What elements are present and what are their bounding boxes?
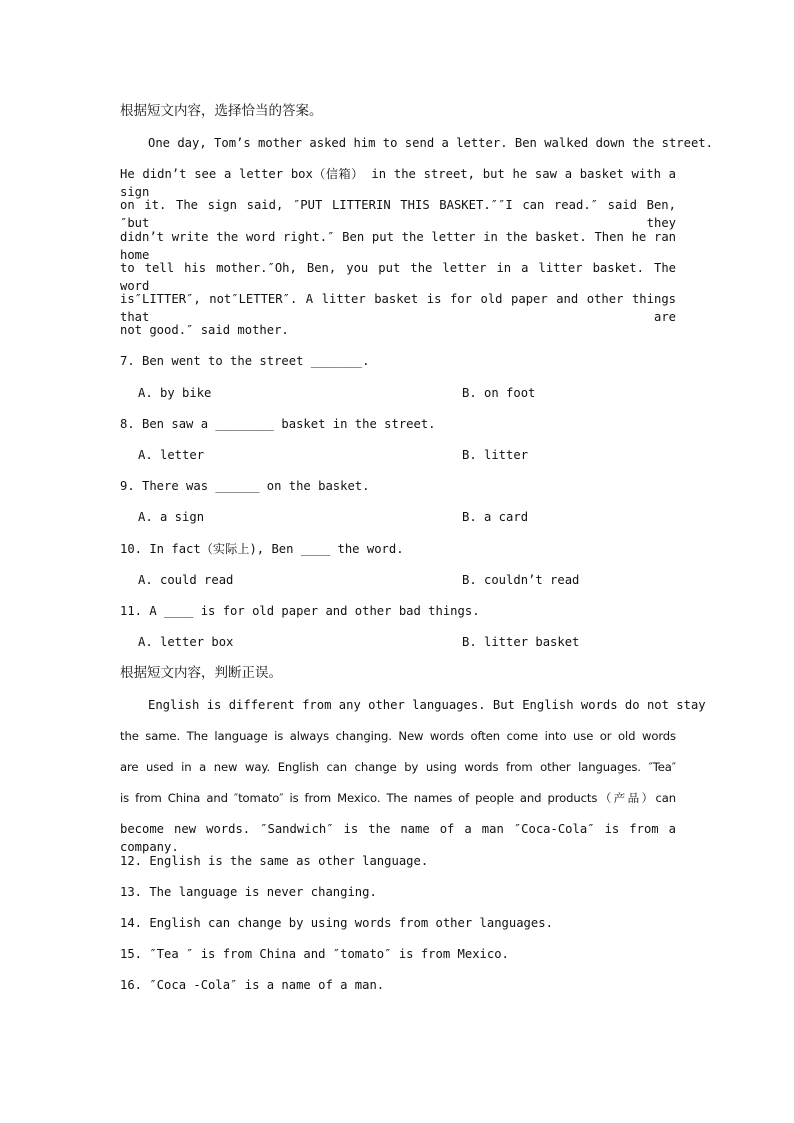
section-heading-choice: 根据短文内容，选择恰当的答案。 [120,103,323,119]
question-9: 9. There was ______ on the basket. [120,479,370,493]
passage-line: English is different from any other languages. But English words do not stay [148,698,706,712]
question-7-option-a: A. by bike [138,386,212,400]
question-9-option-b: B. a card [462,510,529,524]
question-8-option-a: A. letter [138,448,205,462]
statement-14: 14. English can change by using words from other languages. [120,916,553,930]
passage-line: not good.″ said mother. [120,323,289,337]
passage-line: on it. The sign said, ″PUT LITTERIN THIS BASKET.″″I can read.″ said Ben, ″but they [120,198,676,230]
question-8-option-b: B. litter [462,448,529,462]
question-10-option-a: A. could read [138,573,234,587]
passage-line: become new words. ″Sandwich″ is the name of a man ″Coca-Cola″ is from a company. [120,822,676,854]
statement-13: 13. The language is never changing. [120,885,377,899]
question-7: 7. Ben went to the street _______. [120,354,370,368]
question-10: 10. In fact（实际上), Ben ____ the word. [120,542,404,556]
question-7-option-b: B. on foot [462,386,536,400]
statement-15: 15. ″Tea ″ is from China and ″tomato″ is from Mexico. [120,947,509,961]
passage-line: is″LITTER″, not″LETTER″. A litter basket is for old paper and other things that are [120,292,676,324]
passage-line: One day, Tom’s mother asked him to send a letter. Ben walked down the street. [148,136,713,150]
statement-16: 16. ″Coca -Cola″ is a name of a man. [120,978,385,992]
question-10-option-b: B. couldn’t read [462,573,580,587]
passage-line: is from China and ″tomato″ is from Mexico. The names of people and products（产品）can [120,791,676,805]
passage-line: to tell his mother.″Oh, Ben, you put the letter in a litter basket. The word [120,261,676,293]
section-heading-true-false: 根据短文内容，判断正误。 [120,665,282,681]
passage-line: the same. The language is always changing. New words often come into use or old words [120,729,676,743]
passage-line: He didn’t see a letter box（信箱） in the street, but he saw a basket with a sign [120,167,676,199]
statement-12: 12. English is the same as other language. [120,854,429,868]
question-9-option-a: A. a sign [138,510,205,524]
question-11-option-a: A. letter box [138,635,234,649]
passage-line: are used in a new way. English can change by using words from other languages. ″Tea″ [120,760,676,774]
passage-line: didn’t write the word right.″ Ben put the letter in the basket. Then he ran home [120,230,676,262]
question-11-option-b: B. litter basket [462,635,580,649]
question-8: 8. Ben saw a ________ basket in the street. [120,417,436,431]
question-11: 11. A ____ is for old paper and other bad things. [120,604,480,618]
